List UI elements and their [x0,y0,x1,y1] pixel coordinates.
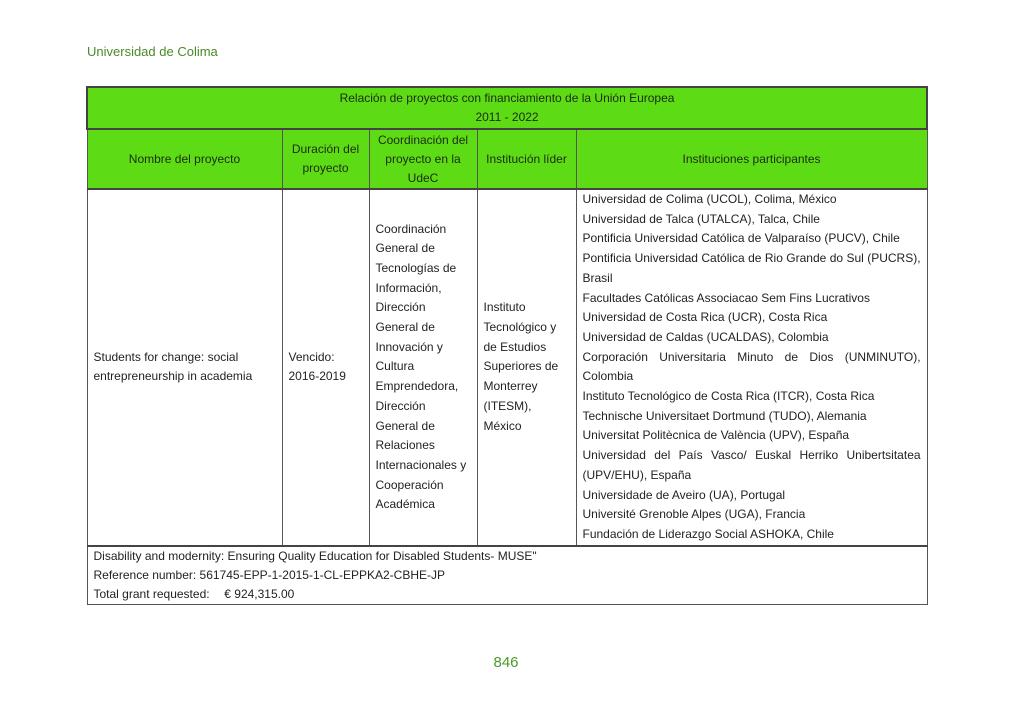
participants-list [576,189,927,546]
participant-item: Universidad de Talca (UTALCA), Talca, Chile [582,211,820,226]
document-header: Universidad de Colima [87,44,218,59]
total-grant-value: € 924,315.00 [224,586,295,601]
participant-item: Facultades Católicas Associacao Sem Fins Lucrativos [582,290,870,305]
total-grant-label: Total grant requested: [93,586,210,601]
table-footer [87,546,927,605]
participant-item: Universidad de Costa Rica (UCR), Costa Rica [582,310,828,325]
footer-reference-number: Reference number: 561745-EPP-1-2015-1-CL-EPPKA2-CBHE-JP [93,567,445,582]
project-duration [282,189,369,546]
participant-item: Universidade de Aveiro (UA), Portugal [582,487,786,502]
table-row [87,189,927,546]
column-header-participants: Instituciones participantes [576,129,927,189]
participant-item: Instituto Tecnológico de Costa Rica (ITCR), Costa Rica [582,389,875,404]
table-title-row [87,87,927,129]
project-name: Students for change: social entrepreneurship in academia [87,189,282,546]
participant-item: Universidad de Colima (UCOL), Colima, México [582,192,837,206]
participant-item: Technische Universitaet Dortmund (TUDO), Alemania [582,408,867,423]
participant-item: Université Grenoble Alpes (UGA), Francia [582,507,806,522]
table-title-line1: Relación de proyectos con financiamiento de la Unión Europea [339,91,675,105]
table-title-line2: 2011 - 2022 [475,110,539,124]
column-header-name: Nombre del proyecto [87,129,282,189]
table-title [87,87,927,129]
participant-item: Pontificia Universidad Católica de Valparaíso (PUCV), Chile [582,231,900,246]
projects-table [86,86,928,605]
lead-institution: Instituto Tecnológico y de Estudios Superiores de Monterrey (ITESM), México [477,189,576,546]
participant-item: Universidad del País Vasco/ Euskal Herriko Unibertsitatea (UPV/EHU), España [582,448,921,482]
column-header-lead: Institución líder [477,129,576,189]
duration-years: 2016-2019 [288,369,346,384]
column-header-duration: Duración del proyecto [282,129,369,189]
participant-item: Universidad de Caldas (UCALDAS), Colombia [582,329,829,344]
column-header-coordination: Coordinación del proyecto en la UdeC [369,129,477,189]
participant-item: Pontificia Universidad Católica de Rio Grande do Sul (PUCRS), Brasil [582,251,921,285]
footer-project-title: Disability and modernity: Ensuring Quality Education for Disabled Students- MUSE" [93,548,537,563]
table-header-row [87,129,927,189]
participant-item: Universitat Politècnica de València (UPV), España [582,428,850,443]
table-footer-row [87,546,927,605]
footer-total-grant [94,585,921,604]
duration-label: Vencido: [288,349,335,364]
participant-item: Corporación Universitaria Minuto de Dios (UNMINUTO), Colombia [582,349,921,384]
page-number: 846 [493,654,519,671]
project-coordination: Coordinación General de Tecnologías de Información, Dirección General de Innovación y Cultura Emprendedora, Dirección General de Relaciones Internacionales y Cooperación Académica [369,189,477,546]
participant-item: Fundación de Liderazgo Social ASHOKA, Chile [582,526,834,541]
